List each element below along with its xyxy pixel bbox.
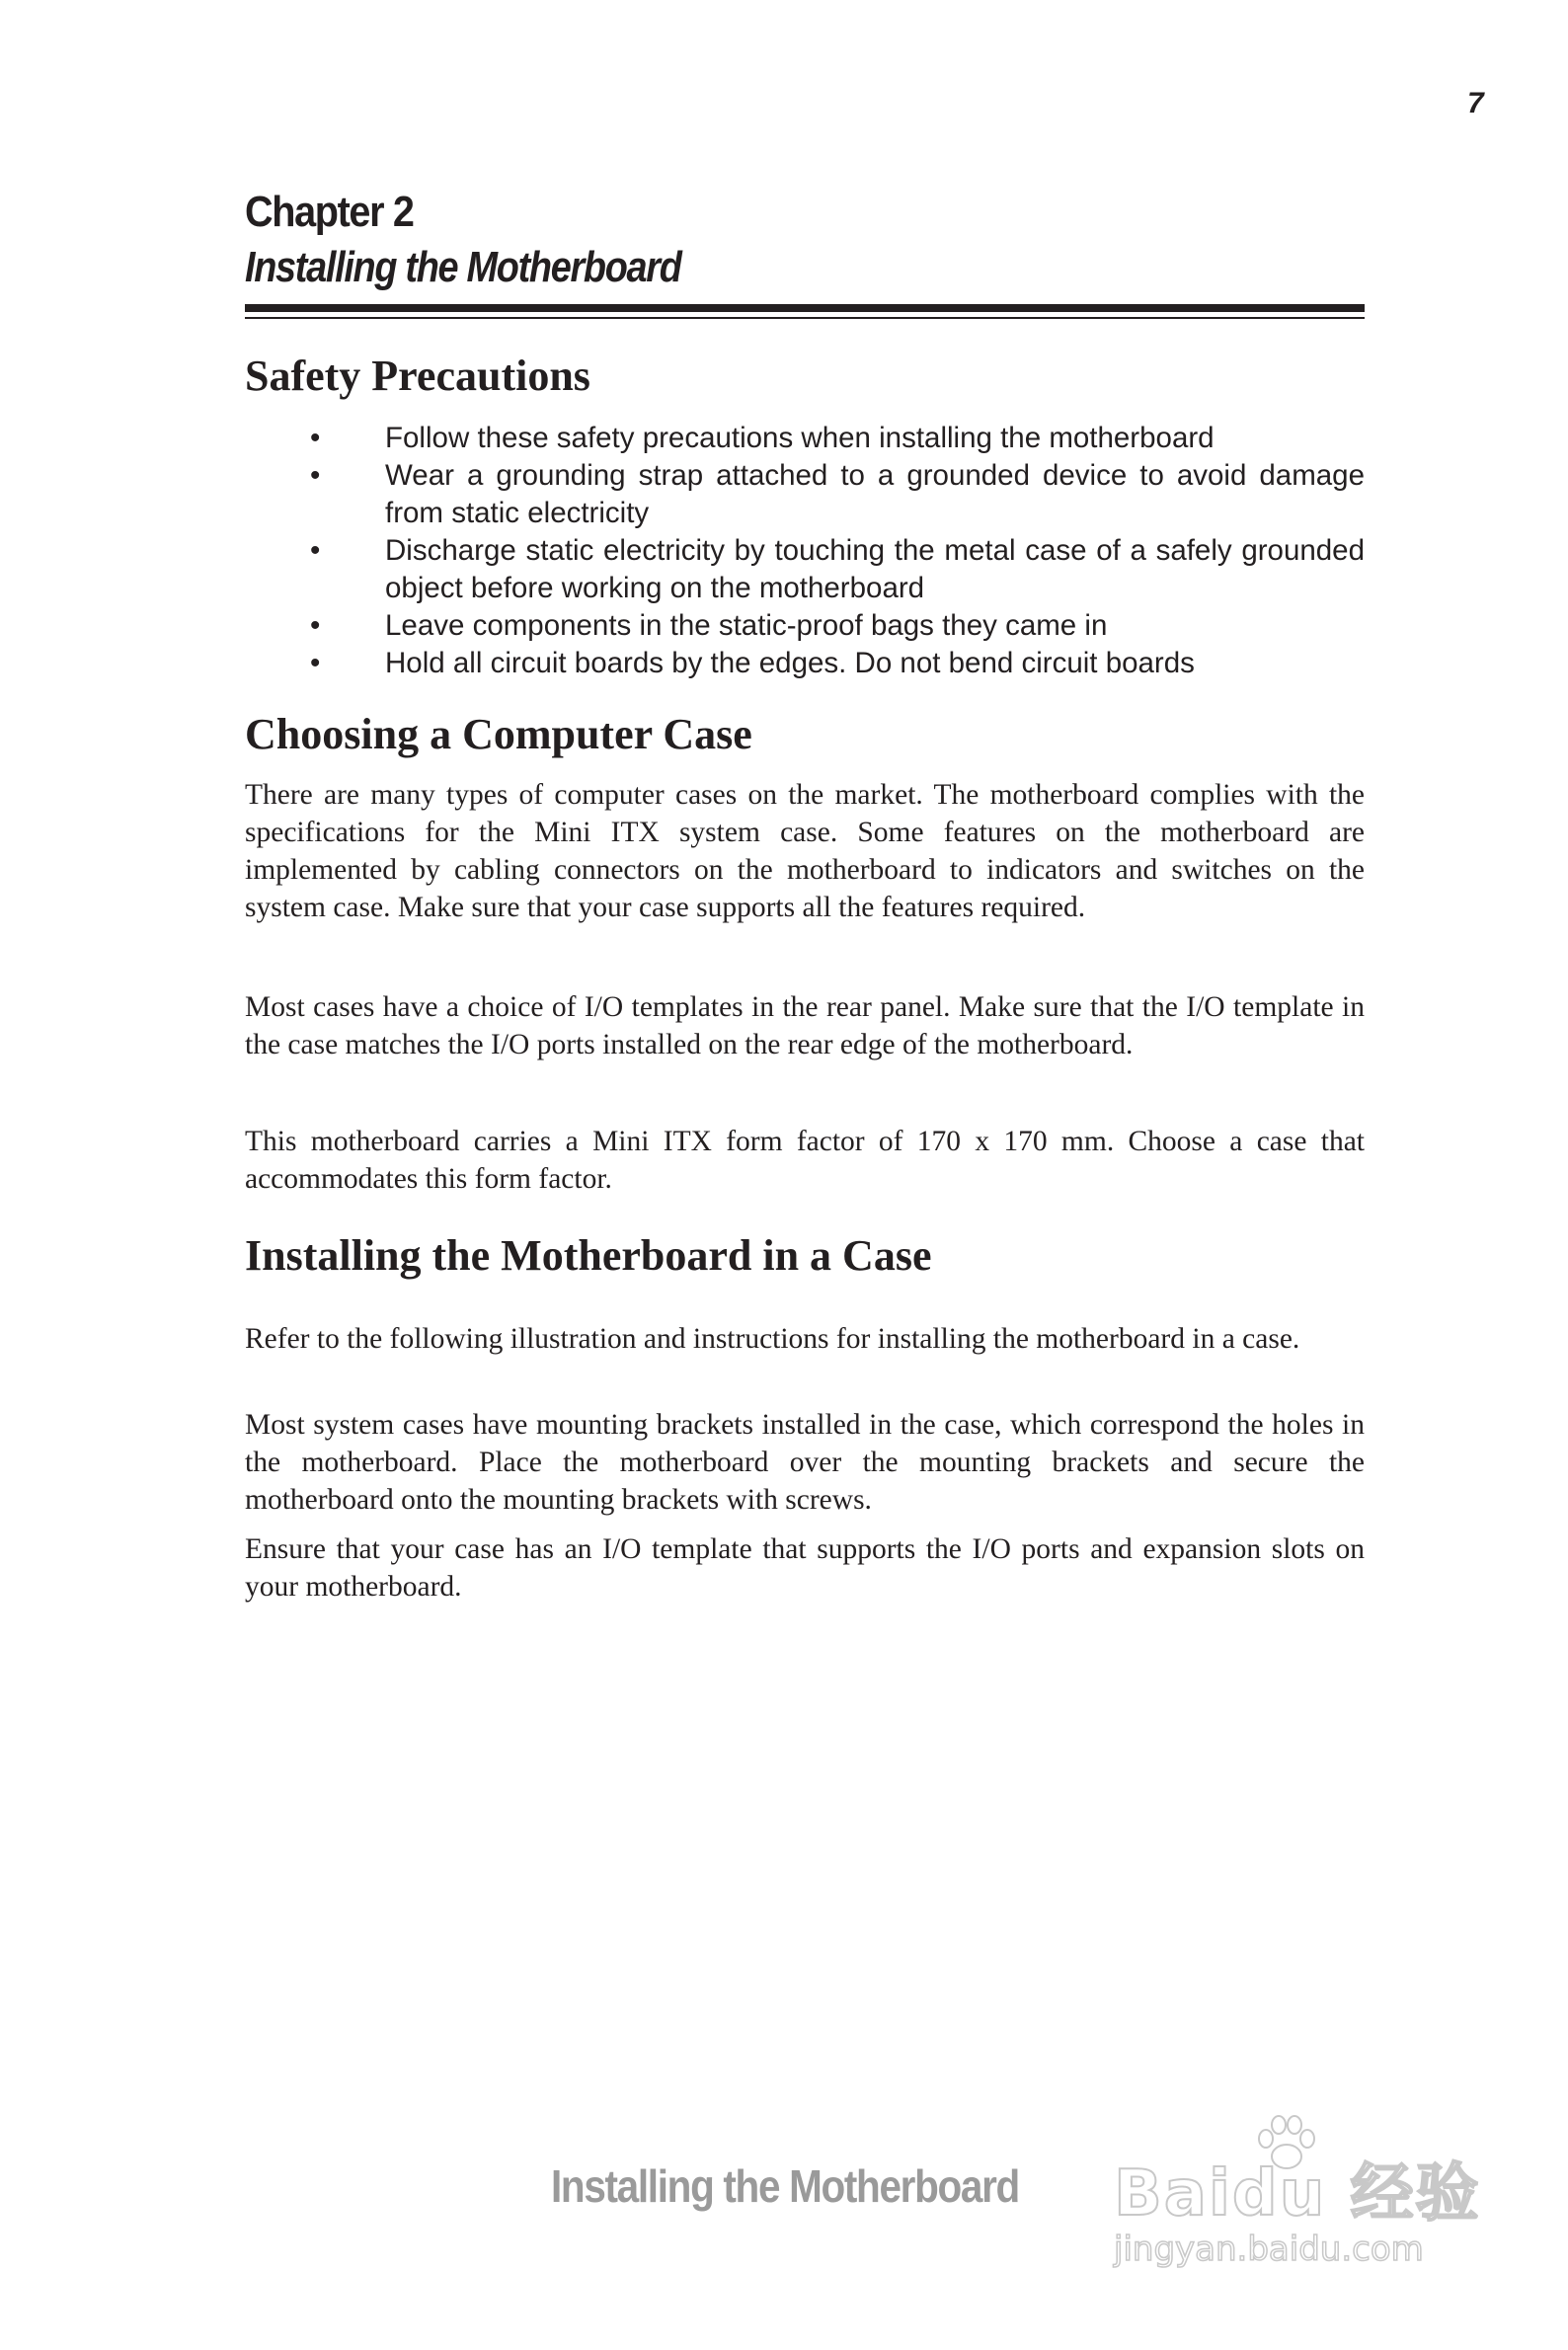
bullet-item [306,607,1365,645]
watermark-logo: Baidu 经验 [1114,2157,1481,2231]
section-heading-safety: Safety Precautions [245,352,590,400]
bullet-item [306,420,1365,457]
bullet-text: Discharge static electricity by touching the metal case of a safely grounded object before working on the motherboard [385,534,1365,604]
bullet-text: Leave components in the static-proof bags they came in [385,609,1108,642]
case-paragraph: There are many types of computer cases on the market. The motherboard complies with the specifications for the Mini ITX system case. Some features on the motherboard are implemented by cabling connectors on the motherboard to indicators and switches on the system case. Make sure that your case supports all the features required. [245,779,1365,923]
case-paragraph: This motherboard carries a Mini ITX form factor of 170 x 170 mm. Choose a case that accommodates this form factor. [245,1126,1365,1195]
bullet-dot: • [310,422,321,454]
bullet-text: Follow these safety precautions when installing the motherboard [385,422,1215,454]
footer-title: Installing the Motherboard [551,2160,1019,2212]
bullet-item [306,532,1365,607]
watermark-url: jingyan.baidu.com [1114,2230,1424,2269]
watermark [1104,2113,1499,2291]
install-paragraph: Refer to the following illustration and instructions for installing the motherboard in a case. [245,1323,1300,1355]
bullet-dot: • [310,534,321,567]
section-heading-install: Installing the Motherboard in a Case [245,1231,932,1280]
bullet-dot: • [310,647,321,679]
safety-bullet-list [306,420,1365,682]
bullet-dot: • [310,459,321,492]
chapter-title: Installing the Motherboard [245,243,681,291]
section-heading-case: Choosing a Computer Case [245,710,752,758]
bullet-text: Wear a grounding strap attached to a grounded device to avoid damage from static electricity [385,459,1365,529]
install-paragraph: Most system cases have mounting brackets installed in the case, which correspond the holes in the motherboard. Place the motherboard over the mounting brackets and secure the motherboard onto the mounting brackets with screws. [245,1409,1365,1516]
chapter-rule-thin [245,317,1365,319]
chapter-label: Chapter 2 [245,188,414,236]
chapter-rule-thick [245,304,1365,312]
page-number: 7 [1467,87,1484,119]
install-paragraph: Ensure that your case has an I/O template that supports the I/O ports and expansion slots on your motherboard. [245,1533,1365,1603]
bullet-dot: • [310,609,321,642]
case-paragraph: Most cases have a choice of I/O templates in the rear panel. Make sure that the I/O template in the case matches the I/O ports installed on the rear edge of the motherboard. [245,991,1365,1060]
bullet-text: Hold all circuit boards by the edges. Do not bend circuit boards [385,647,1195,679]
bullet-item [306,457,1365,532]
bullet-item [306,645,1365,682]
